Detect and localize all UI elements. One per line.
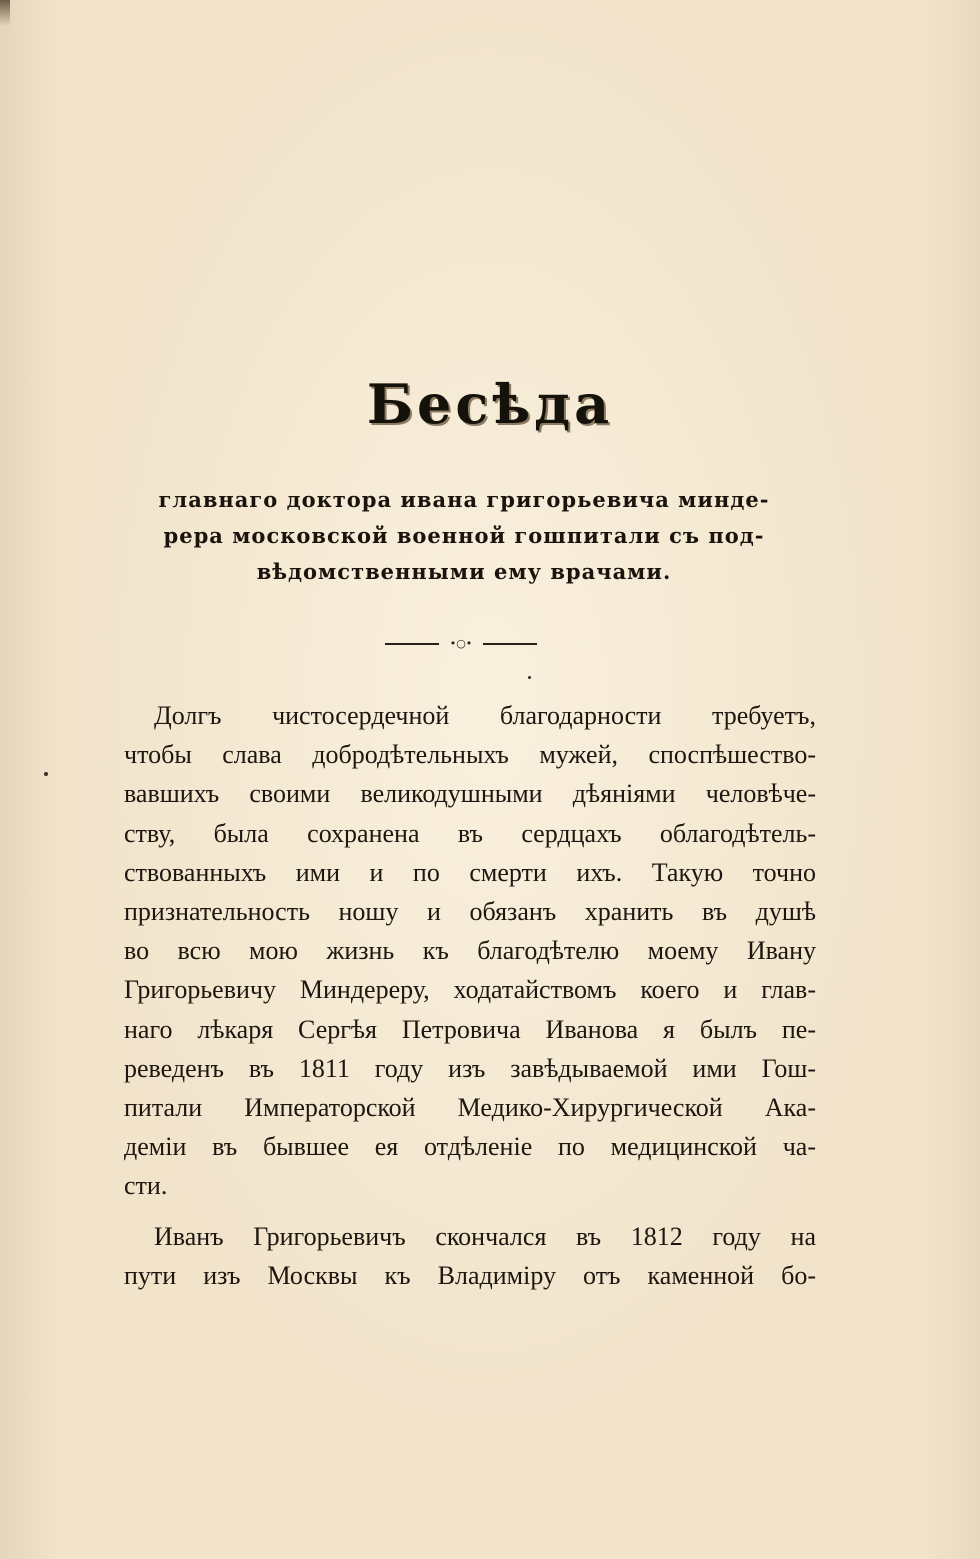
page-title: Бесѣда bbox=[366, 372, 614, 436]
ornamental-divider bbox=[385, 638, 537, 650]
text-line: ствованныхъ ими и по смерти ихъ. Такую точно bbox=[124, 857, 816, 887]
page-edge-stain bbox=[0, 0, 10, 26]
text-line: деміи въ бывшее ея отдѣленіе по медицинской ча- bbox=[124, 1132, 816, 1162]
text-line: чтобы слава добродѣтельныхъ мужей, споспѣшество- bbox=[124, 740, 816, 770]
text-line: Долгъ чистосердечной благодарности требуетъ, bbox=[154, 701, 816, 730]
divider-ornament-icon: •○• bbox=[449, 637, 473, 650]
subtitle-line: вѣдомственными ему врачами. bbox=[256, 559, 672, 584]
text-line: пути изъ Москвы къ Владиміру отъ каменной бо- bbox=[124, 1260, 816, 1290]
paragraph bbox=[124, 1217, 816, 1295]
page-subtitle bbox=[110, 482, 818, 590]
body-text bbox=[124, 696, 816, 1295]
ink-speck bbox=[44, 772, 48, 776]
paragraph-gap bbox=[124, 1206, 816, 1217]
text-line: Иванъ Григорьевичъ скончался въ 1812 году на bbox=[154, 1221, 816, 1251]
text-line: реведенъ въ 1811 году изъ завѣдываемой ими Гош- bbox=[124, 1053, 816, 1083]
divider-rule-left bbox=[385, 643, 439, 645]
text-line: питали Императорской Медико-Хирургической Ака- bbox=[124, 1093, 816, 1123]
text-line: ству, была сохранена въ сердцахъ облагодѣтель- bbox=[124, 818, 816, 848]
divider-rule-right bbox=[483, 643, 537, 645]
paragraph bbox=[124, 696, 816, 1206]
text-line: Григорьевичу Миндереру, ходатайствомъ коего и глав- bbox=[124, 975, 816, 1005]
text-line: вавшихъ своими великодушными дѣяніями человѣче- bbox=[124, 779, 816, 809]
text-line: во всю мою жизнь къ благодѣтелю моему Ивану bbox=[124, 936, 816, 966]
subtitle-line: рера московской военной гошпитали съ под- bbox=[163, 523, 765, 548]
ink-speck bbox=[528, 676, 531, 679]
subtitle-line: главнаго доктора ивана григорьевича минде- bbox=[158, 487, 770, 512]
text-line: наго лѣкаря Сергѣя Петровича Иванова я былъ пе- bbox=[124, 1014, 816, 1044]
text-line: признательность ношу и обязанъ хранить въ душѣ bbox=[124, 897, 816, 927]
text-line: сти. bbox=[124, 1171, 168, 1201]
